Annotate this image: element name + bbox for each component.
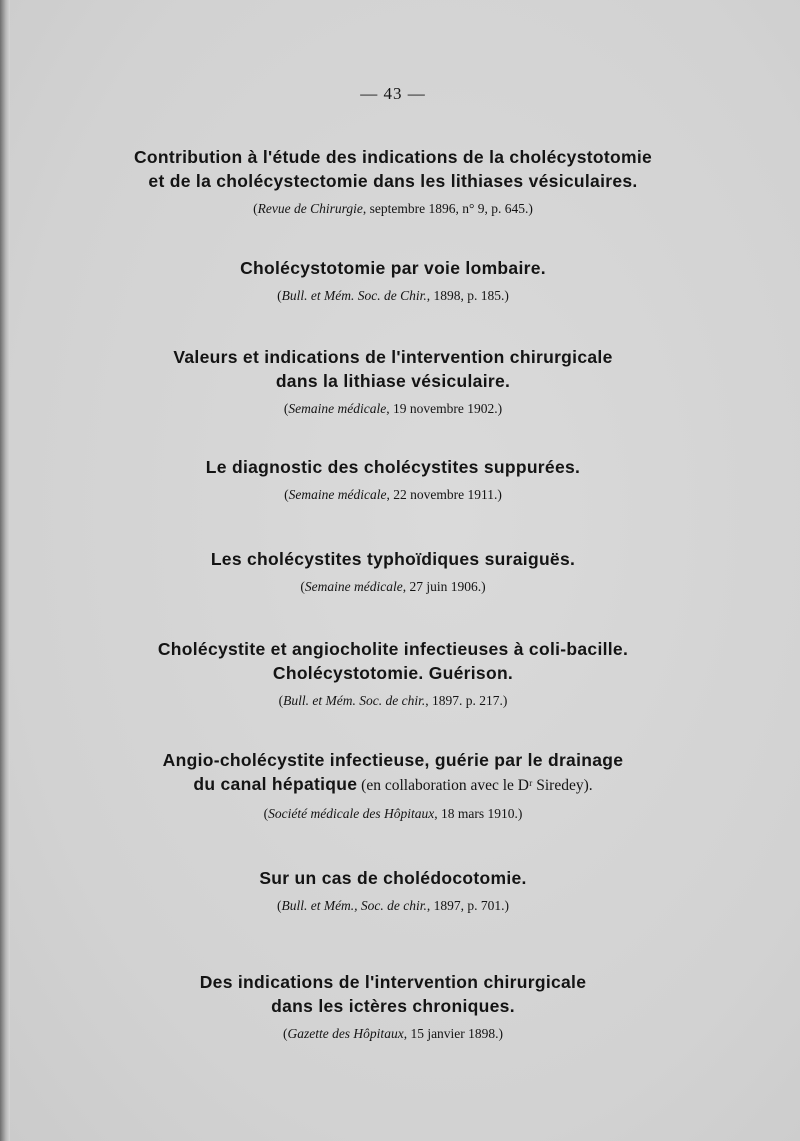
entry-reference bbox=[10, 485, 776, 505]
entry-title-line: Contribution à l'étude des indications de la cholécystotomie bbox=[133, 147, 653, 167]
entry-reference bbox=[10, 804, 776, 824]
bibliography-entry bbox=[10, 637, 776, 711]
entry-title-line: et de la cholécystectomie dans les lithiases vésiculaires. bbox=[148, 171, 638, 191]
bibliography-entry bbox=[10, 970, 776, 1044]
ref-source: Semaine médicale bbox=[304, 579, 403, 594]
ref-details: , septembre 1896, n° 9, p. 645.) bbox=[362, 201, 533, 216]
bibliography-entry bbox=[10, 748, 776, 824]
ref-details: , 18 mars 1910.) bbox=[434, 806, 523, 821]
bibliography-entry bbox=[10, 455, 776, 505]
entry-collaboration-note: (en collaboration avec le Dʳ Siredey). bbox=[357, 777, 593, 794]
ref-details: , 1898, p. 185.) bbox=[426, 288, 509, 303]
entry-title-line: Les cholécystites typhoïdiques suraiguës. bbox=[210, 549, 576, 569]
bibliography-entry bbox=[10, 866, 776, 916]
ref-source: Semaine médicale bbox=[288, 401, 387, 416]
entry-title-line: dans les ictères chroniques. bbox=[271, 996, 515, 1016]
ref-details: , 19 novembre 1902.) bbox=[386, 401, 503, 416]
ref-source: Bull. et Mém., Soc. de chir. bbox=[281, 898, 427, 913]
ref-open: ( bbox=[283, 401, 289, 416]
entry-title-line: Des indications de l'intervention chirurgicale bbox=[199, 972, 587, 992]
entry-reference bbox=[10, 1024, 776, 1044]
entry-reference bbox=[10, 691, 776, 711]
bibliography-entry bbox=[10, 256, 776, 306]
ref-open: ( bbox=[282, 1026, 288, 1041]
entry-reference bbox=[10, 199, 776, 219]
ref-source: Bull. et Mém. Soc. de Chir. bbox=[281, 288, 427, 303]
entry-title-line: dans la lithiase vésiculaire. bbox=[275, 371, 511, 391]
ref-open: ( bbox=[300, 579, 305, 594]
entry-title-line: Le diagnostic des cholécystites suppurées. bbox=[205, 457, 581, 477]
ref-details: , 22 novembre 1911.) bbox=[386, 487, 502, 502]
entry-title-line: Cholécystotomie. Guérison. bbox=[272, 663, 514, 683]
ref-source: Bull. et Mém. Soc. de chir. bbox=[283, 693, 426, 708]
ref-source: Société médicale des Hôpitaux bbox=[268, 806, 435, 821]
bibliography-entry bbox=[10, 345, 776, 419]
ref-open: ( bbox=[263, 806, 269, 821]
ref-source: Revue de Chirurgie bbox=[257, 201, 363, 216]
entry-title-line: Cholécystotomie par voie lombaire. bbox=[240, 258, 546, 278]
ref-details: , 1897. p. 217.) bbox=[425, 693, 508, 708]
entry-reference bbox=[10, 399, 776, 419]
ref-open: ( bbox=[278, 693, 284, 708]
entry-title-line: Cholécystite et angiocholite infectieuses à coli-bacille. bbox=[157, 639, 629, 659]
ref-details: , 27 juin 1906.) bbox=[402, 579, 486, 594]
bibliography-entry bbox=[10, 145, 776, 219]
entry-title-text: du canal hépatique bbox=[193, 774, 358, 794]
ref-source: Gazette des Hôpitaux bbox=[287, 1026, 404, 1041]
ref-details: , 1897, p. 701.) bbox=[426, 898, 510, 913]
entry-title-line bbox=[10, 772, 776, 798]
scan-edge-shadow bbox=[0, 0, 10, 1141]
entry-title-line: Angio-cholécystite infectieuse, guérie par le drainage bbox=[162, 750, 624, 770]
ref-source: Semaine médicale bbox=[288, 487, 387, 502]
ref-details: , 15 janvier 1898.) bbox=[403, 1026, 504, 1041]
document-page bbox=[10, 0, 800, 1141]
page-number: — 43 — bbox=[360, 84, 426, 103]
ref-open: ( bbox=[284, 487, 289, 502]
ref-open: ( bbox=[277, 288, 282, 303]
ref-open: ( bbox=[253, 201, 258, 216]
ref-open: ( bbox=[276, 898, 282, 913]
entry-reference bbox=[10, 286, 776, 306]
entry-title-line: Valeurs et indications de l'intervention chirurgicale bbox=[173, 347, 613, 367]
entry-reference bbox=[10, 577, 776, 597]
entry-title-line: Sur un cas de cholédocotomie. bbox=[259, 868, 527, 888]
entry-reference bbox=[10, 896, 776, 916]
bibliography-entry bbox=[10, 547, 776, 597]
